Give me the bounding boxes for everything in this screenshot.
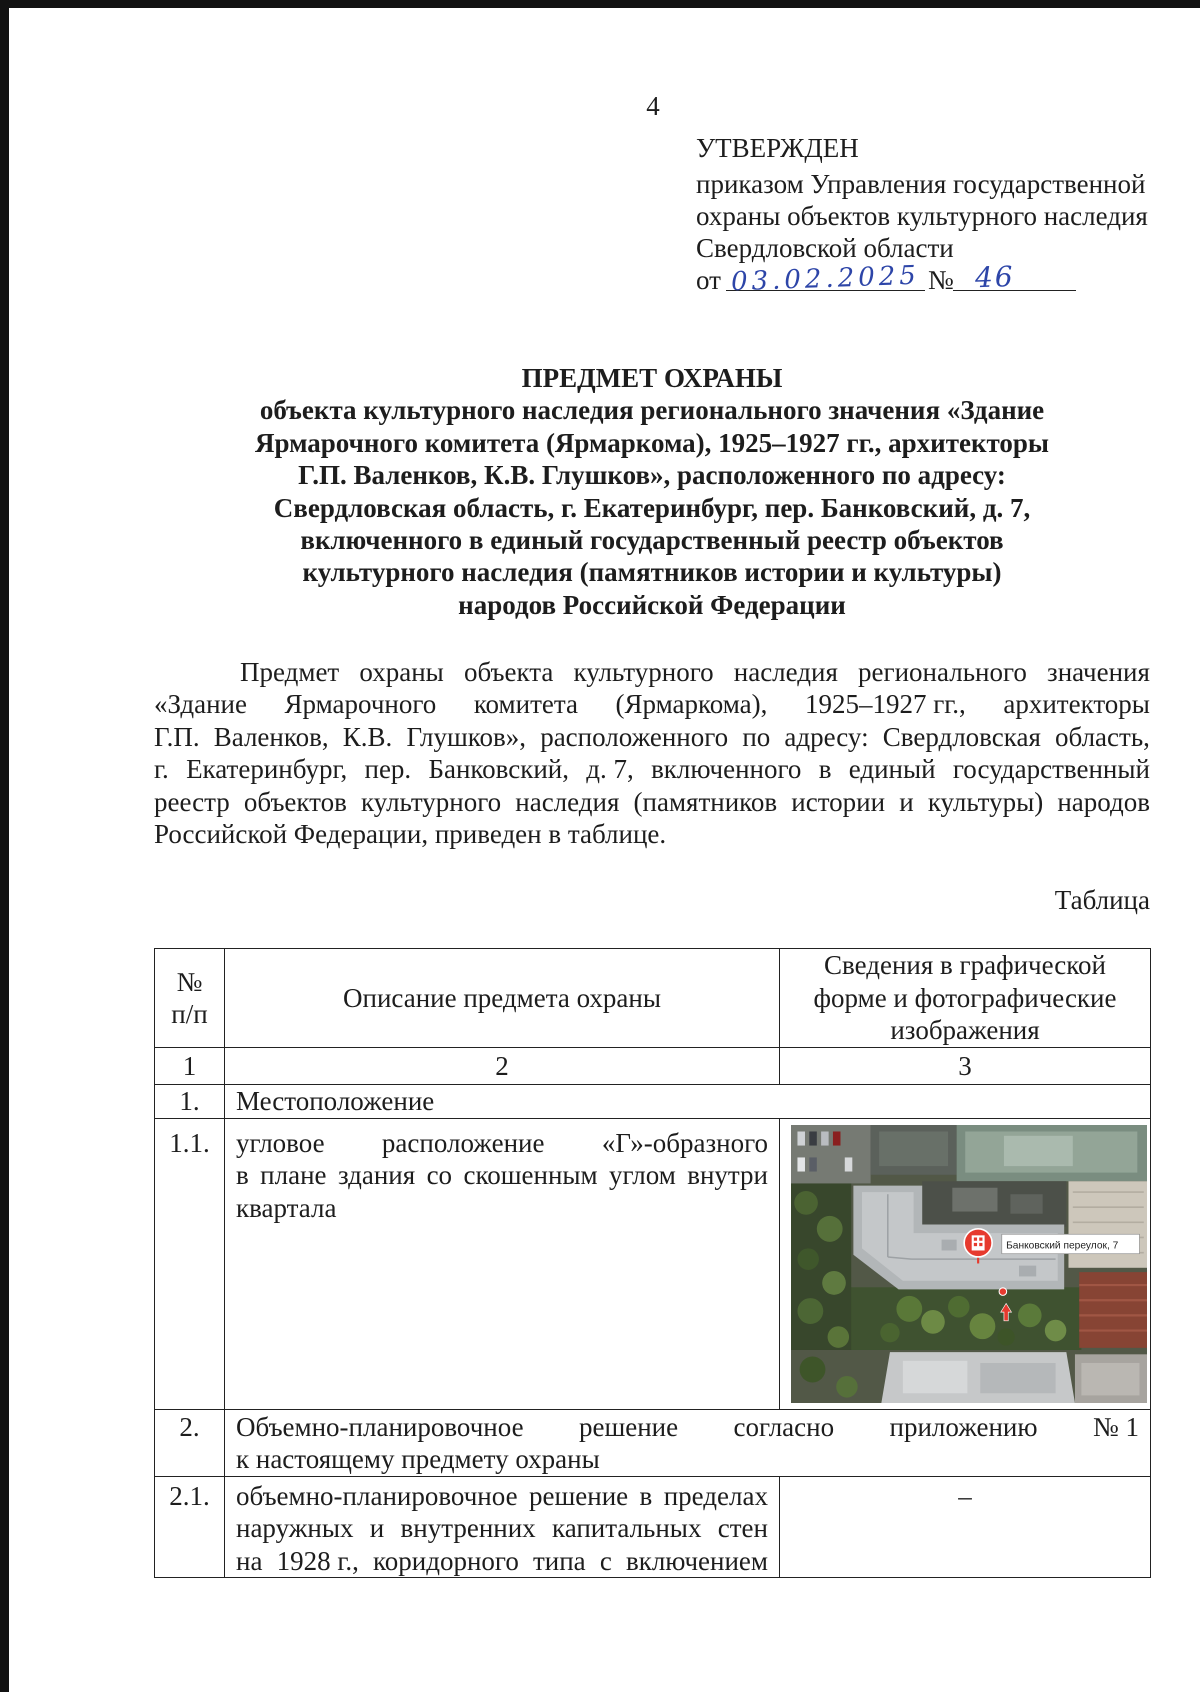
description-line: наружных и внутренних капитальных стен [236, 1513, 768, 1544]
table-row [155, 1410, 1151, 1477]
heading-line: Свердловская область, г. Екатеринбург, пер. Банковский, д. 7, [273, 492, 1031, 523]
heading-line: народов Российской Федерации [458, 589, 846, 620]
header-graphics-line: форме и фотографические [813, 982, 1117, 1013]
table-row [155, 1085, 1151, 1119]
description-line: на 1928 г., коридорного типа с включением [236, 1545, 768, 1576]
column-number: 3 [780, 1048, 1151, 1085]
approval-stamp-block [696, 132, 1176, 264]
scan-border-top [0, 0, 1200, 8]
heading-title: ПРЕДМЕТ ОХРАНЫ [521, 363, 783, 393]
column-numbering-row [155, 1048, 1151, 1085]
header-graphics [780, 949, 1151, 1048]
header-number [155, 949, 225, 1048]
map-label-text: Банковский переулок, 7 [1006, 1240, 1119, 1252]
description-line: к настоящему предмету охраны [236, 1444, 600, 1475]
row-number: 2. [155, 1410, 225, 1477]
table-header-row [155, 949, 1151, 1048]
map-entrance-dot [999, 1288, 1007, 1296]
description-line: объемно-планировочное решение в пределах [236, 1480, 768, 1511]
handwritten-order-number: 46 [974, 259, 1016, 295]
row-number: 1. [155, 1085, 225, 1119]
approval-title: УТВЕРЖДЕН [696, 133, 859, 163]
header-number-line: п/п [171, 999, 208, 1029]
row-section-title: Местоположение [225, 1085, 1151, 1119]
approval-date-number-line [696, 259, 1096, 298]
row-graphics [780, 1119, 1151, 1410]
header-number-line: № [176, 966, 203, 997]
paragraph-line: Г.П. Валенков, К.В. Глушков», расположенного по адресу: Свердловская область, [154, 721, 1150, 752]
document-heading [154, 362, 1150, 621]
building-icon [972, 1235, 985, 1250]
page-number: 4 [646, 91, 660, 121]
header-description: Описание предмета охраны [225, 949, 780, 1048]
intro-paragraph [154, 656, 1150, 850]
heading-line: объекта культурного наследия регионального значения «Здание [259, 395, 1045, 426]
table-label: Таблица [1054, 885, 1150, 915]
row-number: 1.1. [155, 1119, 225, 1410]
approval-line: приказом Управления государственной [696, 169, 1146, 199]
handwritten-date: 03.02.2025 [730, 260, 921, 298]
map-courtyard [922, 1181, 1066, 1226]
number-sign: № [928, 265, 954, 295]
header-graphics-line: Сведения в графической [824, 950, 1106, 981]
description-line: Объемно-планировочное решение согласно приложению № 1 [236, 1412, 1139, 1442]
scan-border-left [0, 0, 9, 1692]
row-number: 2.1. [155, 1476, 225, 1577]
row-description [225, 1410, 1151, 1477]
aerial-map-image [791, 1125, 1147, 1403]
table-row [155, 1119, 1151, 1410]
column-number: 1 [155, 1048, 225, 1085]
paragraph-line: «Здание Ярмарочного комитета (Ярмаркома), 1925–1927 гг., архитекторы [154, 689, 1150, 720]
paragraph-line: г. Екатеринбург, пер. Банковский, д. 7, включенного в единый государственный [154, 754, 1150, 785]
row-graphics: – [780, 1476, 1151, 1577]
heading-line: Ярмарочного комитета (Ярмаркома), 1925–1927 гг., архитекторы [254, 427, 1050, 458]
paragraph-line: реестр объектов культурного наследия (памятников истории и культуры) народов [154, 786, 1150, 817]
protection-subject-table [154, 948, 1151, 1578]
heading-line: включенного в единый государственный реестр объектов [300, 524, 1004, 555]
date-prefix: от [696, 265, 721, 295]
approval-line: охраны объектов культурного наследия [696, 201, 1148, 231]
number-underline [953, 259, 1076, 295]
heading-line: культурного наследия (памятников истории и культуры) [302, 557, 1002, 588]
table-row [155, 1476, 1151, 1577]
description-line: квартала [236, 1192, 337, 1223]
paragraph-line: Предмет охраны объекта культурного наследия регионального значения [240, 657, 1150, 687]
row-description [225, 1119, 780, 1410]
description-line: угловое расположение «Г»-образного [236, 1128, 768, 1158]
map-address-label [1002, 1234, 1140, 1253]
description-line: в плане здания со скошенным углом внутри [236, 1160, 768, 1191]
approval-line: Свердловской области [696, 233, 954, 263]
row-description [225, 1476, 780, 1577]
map-parking-lot [791, 1125, 871, 1183]
header-graphics-line: изображения [890, 1015, 1040, 1046]
heading-line: Г.П. Валенков, К.В. Глушков», расположенного по адресу: [298, 460, 1006, 491]
date-underline [726, 260, 925, 298]
column-number: 2 [225, 1048, 780, 1085]
paragraph-line: Российской Федерации, приведен в таблице. [154, 818, 667, 849]
